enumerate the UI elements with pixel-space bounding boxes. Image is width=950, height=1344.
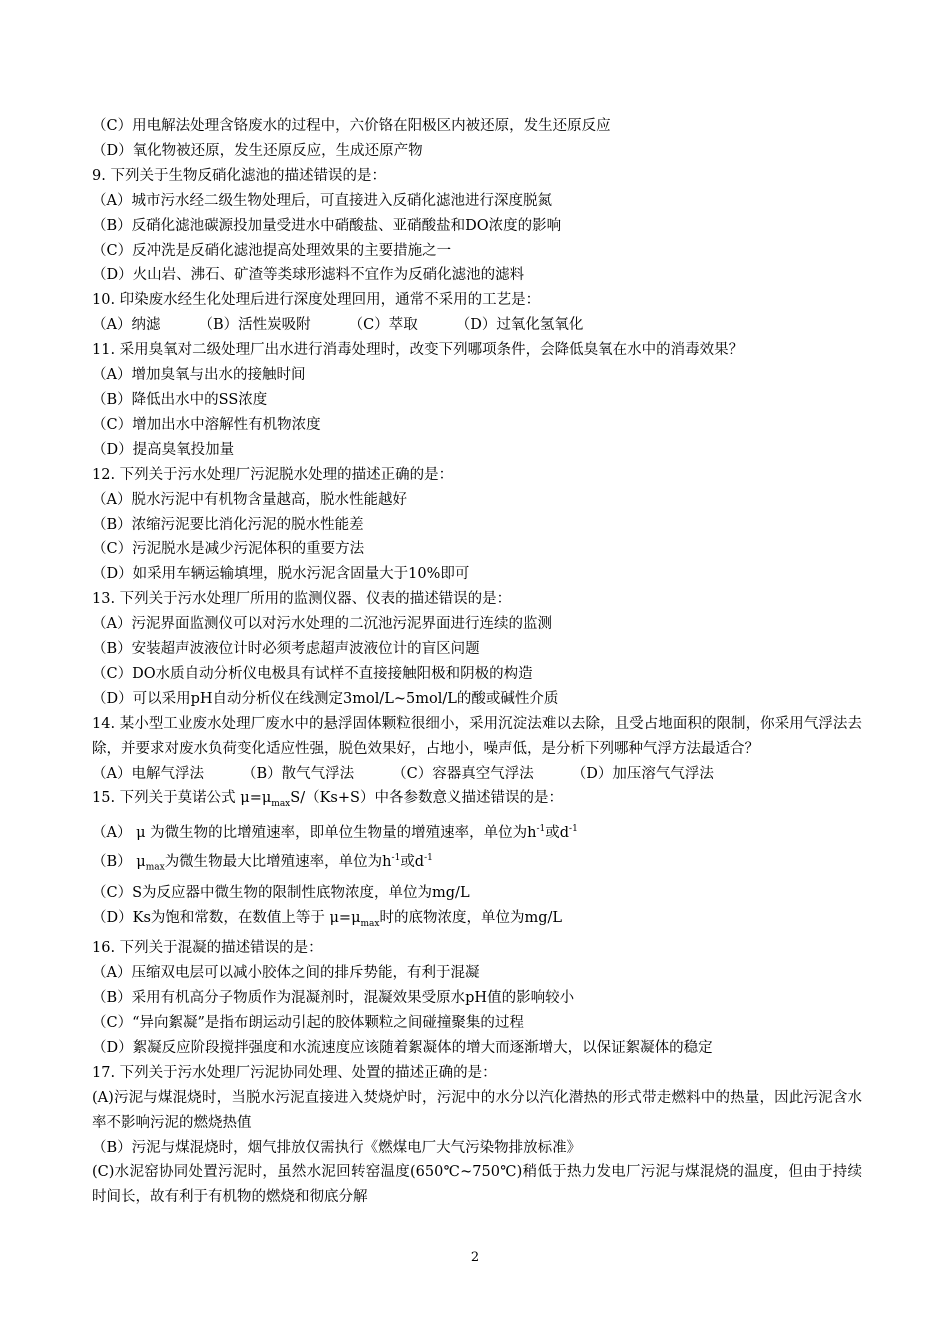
options-row bbox=[92, 313, 862, 338]
option-c: （C）萃取 bbox=[348, 317, 418, 334]
option-line: （D）氧化物被还原，发生还原反应，生成还原产物 bbox=[92, 142, 423, 159]
option-b: （B）活性炭吸附 bbox=[198, 317, 311, 334]
option-d: （D）过氧化氢氧化 bbox=[455, 317, 584, 334]
question-list bbox=[92, 114, 862, 1210]
option-line: （D）絮凝反应阶段搅拌强度和水流速度应该随着絮凝体的增大而逐渐增大，以保证絮凝体的稳定 bbox=[92, 1039, 713, 1056]
question-15 bbox=[92, 786, 862, 817]
option-a: （A）纳滤 bbox=[92, 317, 161, 334]
option-line: （C）增加出水中溶解性有机物浓度 bbox=[92, 416, 321, 433]
option-text: （B） μ bbox=[92, 853, 146, 870]
option-line: （D）可以采用pH自动分析仪在线测定3mol/L~5mol/L的酸或碱性介质 bbox=[92, 690, 559, 707]
subscript: max bbox=[271, 799, 291, 810]
subscript: max bbox=[360, 918, 380, 929]
option-line: （D）火山岩、沸石、矿渣等类球形滤料不宜作为反硝化滤池的滤料 bbox=[92, 267, 525, 284]
option-line: （C）“异向絮凝”是指布朗运动引起的胶体颗粒之间碰撞聚集的过程 bbox=[92, 1015, 524, 1032]
option-line: （A）脱水污泥中有机物含量越高，脱水性能越好 bbox=[92, 491, 407, 508]
option-c: （C）容器真空气浮法 bbox=[392, 765, 534, 782]
page-number: 2 bbox=[470, 1250, 480, 1265]
option-text: 为微生物最大比增殖速率，单位为h bbox=[164, 853, 392, 870]
option-line: （D）提高臭氧投加量 bbox=[92, 441, 235, 458]
option-line: （C）S为反应器中微生物的限制性底物浓度，单位为mg/L bbox=[92, 884, 470, 901]
option-line: （B）安装超声波液位计时必须考虑超声波液位计的盲区问题 bbox=[92, 641, 480, 658]
superscript: -1 bbox=[424, 853, 433, 863]
option-line: （A）增加臭氧与出水的接触时间 bbox=[92, 367, 306, 384]
question-17: 17. 下列关于污水处理厂污泥协同处理、处置的描述正确的是： bbox=[92, 1064, 497, 1081]
option-line: （D）如采用车辆运输填埋，脱水污泥含固量大于10%即可 bbox=[92, 566, 470, 583]
option-text: （A） μ 为微生物的比增殖速率，即单位生物量的增殖速率，单位为h bbox=[92, 825, 537, 842]
option-line: （A）城市污水经二级生物处理后，可直接进入反硝化滤池进行深度脱氮 bbox=[92, 192, 552, 209]
option-line bbox=[92, 906, 862, 937]
option-line bbox=[92, 817, 862, 846]
option-line: （C）DO水质自动分析仪电极具有试样不直接接触阳极和阴极的构造 bbox=[92, 665, 533, 682]
option-line: (A)污泥与煤混烧时，当脱水污泥直接进入焚烧炉时，污泥中的水分以汽化潜热的形式带走燃料中的热量，因此污泥含水率不影响污泥的燃烧热值 bbox=[92, 1089, 862, 1131]
question-12: 12. 下列关于污水处理厂污泥脱水处理的描述正确的是： bbox=[92, 466, 454, 483]
option-line: （C）用电解法处理含铬废水的过程中，六价铬在阳极区内被还原，发生还原反应 bbox=[92, 118, 611, 134]
question-text: S/（Ks+S）中各参数意义描述错误的是： bbox=[290, 790, 563, 807]
question-16: 16. 下列关于混凝的描述错误的是： bbox=[92, 940, 323, 957]
option-text: 或d bbox=[400, 853, 425, 870]
option-text: （D）Ks为饱和常数，在数值上等于 μ=μ bbox=[92, 909, 361, 926]
question-14: 14. 某小型工业废水处理厂废水中的悬浮固体颗粒很细小，采用沉淀法难以去除，且受占地面积的限制，你采用气浮法去除，并要求对废水负荷变化适应性强，脱色效果好，占地小，噪声低，是分析下列哪种气浮方法最适合？ bbox=[92, 715, 862, 757]
option-line: （B）采用有机高分子物质作为混凝剂时，混凝效果受原水pH值的影响较小 bbox=[92, 990, 575, 1007]
option-text: 或d bbox=[545, 825, 570, 842]
superscript: -1 bbox=[536, 824, 546, 835]
formula-text: 15. 下列关于莫诺公式 μ=μ bbox=[92, 790, 272, 807]
option-line: （B）反硝化滤池碳源投加量受进水中硝酸盐、亚硝酸盐和DO浓度的影响 bbox=[92, 217, 562, 234]
option-line: (C)水泥窑协同处置污泥时，虽然水泥回转窑温度(650℃~750℃)稍低于热力发电厂污泥与煤混烧的温度，但由于持续时间长，故有利于有机物的燃烧和彻底分解 bbox=[92, 1164, 862, 1206]
option-line: （B）污泥与煤混烧时，烟气排放仅需执行《燃煤电厂大气污染物排放标准》 bbox=[92, 1139, 582, 1156]
option-line: （C）污泥脱水是减少污泥体积的重要方法 bbox=[92, 541, 365, 558]
question-10: 10. 印染废水经生化处理后进行深度处理回用，通常不采用的工艺是： bbox=[92, 292, 541, 309]
option-line bbox=[92, 846, 862, 881]
option-line: （A）压缩双电层可以减小胶体之间的排斥势能，有利于混凝 bbox=[92, 965, 480, 982]
superscript: -1 bbox=[569, 824, 578, 835]
question-13: 13. 下列关于污水处理厂所用的监测仪器、仪表的描述错误的是： bbox=[92, 591, 512, 608]
option-line: （B）降低出水中的SS浓度 bbox=[92, 391, 268, 408]
question-11: 11. 采用臭氧对二级处理厂出水进行消毒处理时，改变下列哪项条件，会降低臭氧在水中的消毒效果？ bbox=[92, 342, 744, 359]
option-line: （B）浓缩污泥要比消化污泥的脱水性能差 bbox=[92, 516, 364, 533]
subscript: max bbox=[145, 862, 165, 873]
option-text: 时的底物浓度，单位为mg/L bbox=[379, 909, 563, 926]
option-line: （A）污泥界面监测仪可以对污水处理的二沉池污泥界面进行连续的监测 bbox=[92, 616, 552, 633]
options-row bbox=[92, 762, 862, 787]
option-a: （A）电解气浮法 bbox=[92, 765, 204, 782]
option-line: （C）反冲洗是反硝化滤池提高处理效果的主要措施之一 bbox=[92, 242, 452, 259]
option-d: （D）加压溶气气浮法 bbox=[571, 765, 714, 782]
question-9: 9. 下列关于生物反硝化滤池的描述错误的是： bbox=[92, 167, 386, 184]
option-b: （B）散气气浮法 bbox=[241, 765, 355, 782]
superscript: -1 bbox=[391, 853, 401, 863]
